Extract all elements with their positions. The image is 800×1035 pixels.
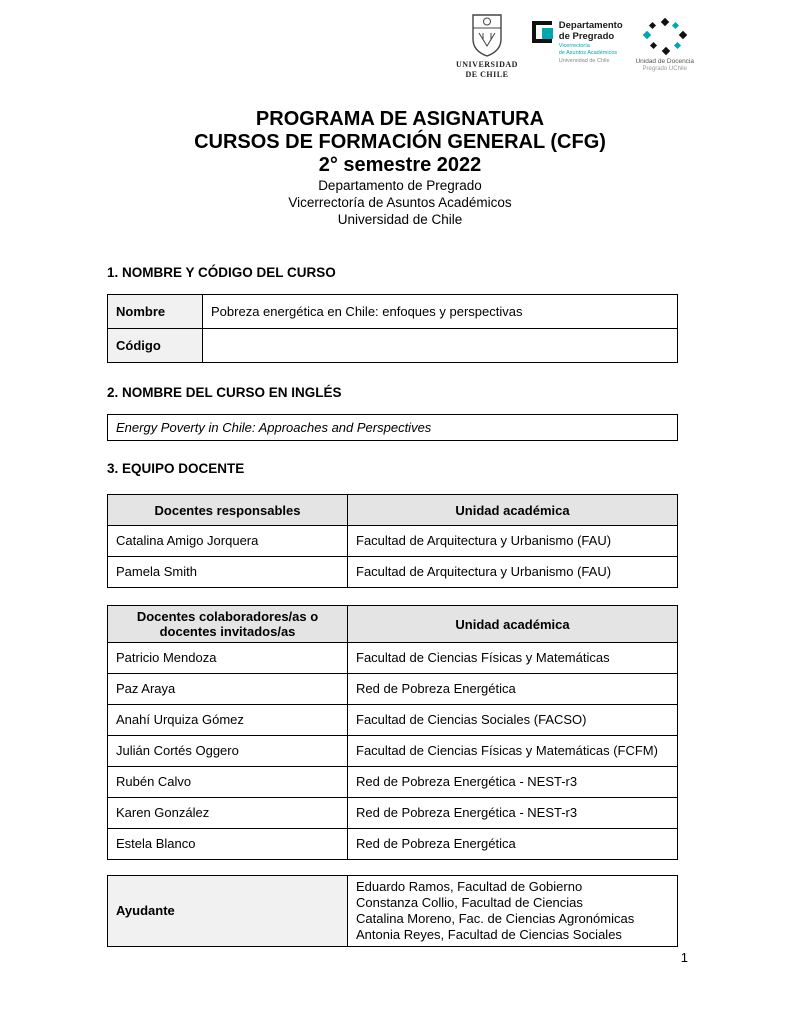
table-row	[108, 736, 678, 767]
docente-name: Estela Blanco	[108, 829, 348, 860]
docencia-logo-text-line2: Pregrado UChile	[642, 66, 687, 72]
english-course-name-box: Energy Poverty in Chile: Approaches and Perspectives	[107, 414, 678, 441]
ayudante-entry: Eduardo Ramos, Facultad de Gobierno	[356, 879, 583, 894]
ayudante-entry: Catalina Moreno, Fac. de Ciencias Agronómicas	[356, 911, 635, 926]
uchile-logo-text-line1: UNIVERSIDAD	[456, 60, 518, 69]
course-name-code-table	[107, 294, 678, 363]
table-row	[108, 526, 678, 557]
section-3-heading: 3. EQUIPO DOCENTE	[107, 461, 245, 476]
table-header-row	[108, 495, 678, 526]
docente-name: Anahí Urquiza Gómez	[108, 705, 348, 736]
logo-row	[456, 14, 694, 79]
responsables-table	[107, 494, 678, 588]
table-row	[108, 329, 678, 363]
course-code-value	[203, 329, 678, 363]
docencia-logo-text-line1: Unidad de Docencia	[635, 58, 694, 65]
colaboradores-table	[107, 605, 678, 860]
table-row	[108, 643, 678, 674]
ayudante-list	[348, 876, 678, 947]
uchile-crest-icon	[470, 14, 504, 58]
pregrado-logo-text-line1: Departamento	[558, 20, 623, 31]
document-title-line1: PROGRAMA DE ASIGNATURA	[255, 108, 545, 130]
docente-unit: Facultad de Arquitectura y Urbanismo (FAU)	[348, 557, 678, 588]
document-subtitle-line1: Departamento de Pregrado	[318, 178, 482, 193]
docente-name: Julián Cortés Oggero	[108, 736, 348, 767]
pregrado-logo-text-line2: de Pregrado	[558, 31, 615, 42]
pregrado-mark-icon	[531, 20, 555, 44]
table-row	[108, 798, 678, 829]
docente-unit: Red de Pobreza Energética	[348, 674, 678, 705]
responsables-col2-header: Unidad académica	[348, 495, 678, 526]
docente-name: Rubén Calvo	[108, 767, 348, 798]
docente-unit: Red de Pobreza Energética - NEST-r3	[348, 798, 678, 829]
page-number: 1	[680, 950, 688, 965]
table-row	[108, 674, 678, 705]
docente-name: Catalina Amigo Jorquera	[108, 526, 348, 557]
responsables-col1-header: Docentes responsables	[108, 495, 348, 526]
pregrado-logo-sub1: Vicerrectoría	[558, 42, 590, 49]
colaboradores-col1-header: Docentes colaboradores/as o docentes invitados/as	[108, 606, 348, 643]
document-subtitle-line3: Universidad de Chile	[337, 212, 463, 227]
table-row	[108, 876, 678, 947]
table-row	[108, 557, 678, 588]
course-name-value: Pobreza energética en Chile: enfoques y perspectivas	[203, 295, 678, 329]
pregrado-logo-sub3: Universidad de Chile	[558, 57, 610, 64]
document-title-line3: 2° semestre 2022	[318, 154, 482, 176]
ayudante-label: Ayudante	[108, 876, 348, 947]
colaboradores-col2-header: Unidad académica	[348, 606, 678, 643]
docencia-logo	[635, 14, 694, 73]
table-header-row	[108, 606, 678, 643]
document-title-line2: CURSOS DE FORMACIÓN GENERAL (CFG)	[194, 131, 606, 153]
docente-unit: Facultad de Ciencias Físicas y Matemáticas	[348, 643, 678, 674]
ayudante-entry: Antonia Reyes, Facultad de Ciencias Sociales	[356, 927, 622, 942]
pregrado-logo	[531, 14, 623, 65]
docente-name: Karen González	[108, 798, 348, 829]
docente-unit: Red de Pobreza Energética	[348, 829, 678, 860]
docente-unit: Facultad de Arquitectura y Urbanismo (FAU)	[348, 526, 678, 557]
docente-name: Patricio Mendoza	[108, 643, 348, 674]
ayudante-table	[107, 875, 678, 947]
docencia-cubes-icon	[642, 18, 688, 56]
uchile-logo-text-line2: DE CHILE	[465, 69, 509, 79]
table-row	[108, 829, 678, 860]
document-body	[0, 264, 800, 947]
docente-name: Pamela Smith	[108, 557, 348, 588]
section-1-heading: 1. NOMBRE Y CÓDIGO DEL CURSO	[107, 265, 336, 280]
docente-unit: Red de Pobreza Energética - NEST-r3	[348, 767, 678, 798]
docente-unit: Facultad de Ciencias Sociales (FACSO)	[348, 705, 678, 736]
uchile-logo	[456, 14, 518, 79]
document-subtitle-line2: Vicerrectoría de Asuntos Académicos	[288, 195, 512, 210]
docente-name: Paz Araya	[108, 674, 348, 705]
pregrado-logo-sub2: de Asuntos Académicos	[558, 50, 618, 56]
ayudante-entry: Constanza Collio, Facultad de Ciencias	[356, 895, 583, 910]
table-row	[108, 295, 678, 329]
course-name-label: Nombre	[108, 295, 203, 329]
section-2-heading: 2. NOMBRE DEL CURSO EN INGLÉS	[107, 385, 342, 400]
docente-unit: Facultad de Ciencias Físicas y Matemáticas (FCFM)	[348, 736, 678, 767]
table-row	[108, 767, 678, 798]
table-row	[108, 705, 678, 736]
course-code-label: Código	[108, 329, 203, 363]
